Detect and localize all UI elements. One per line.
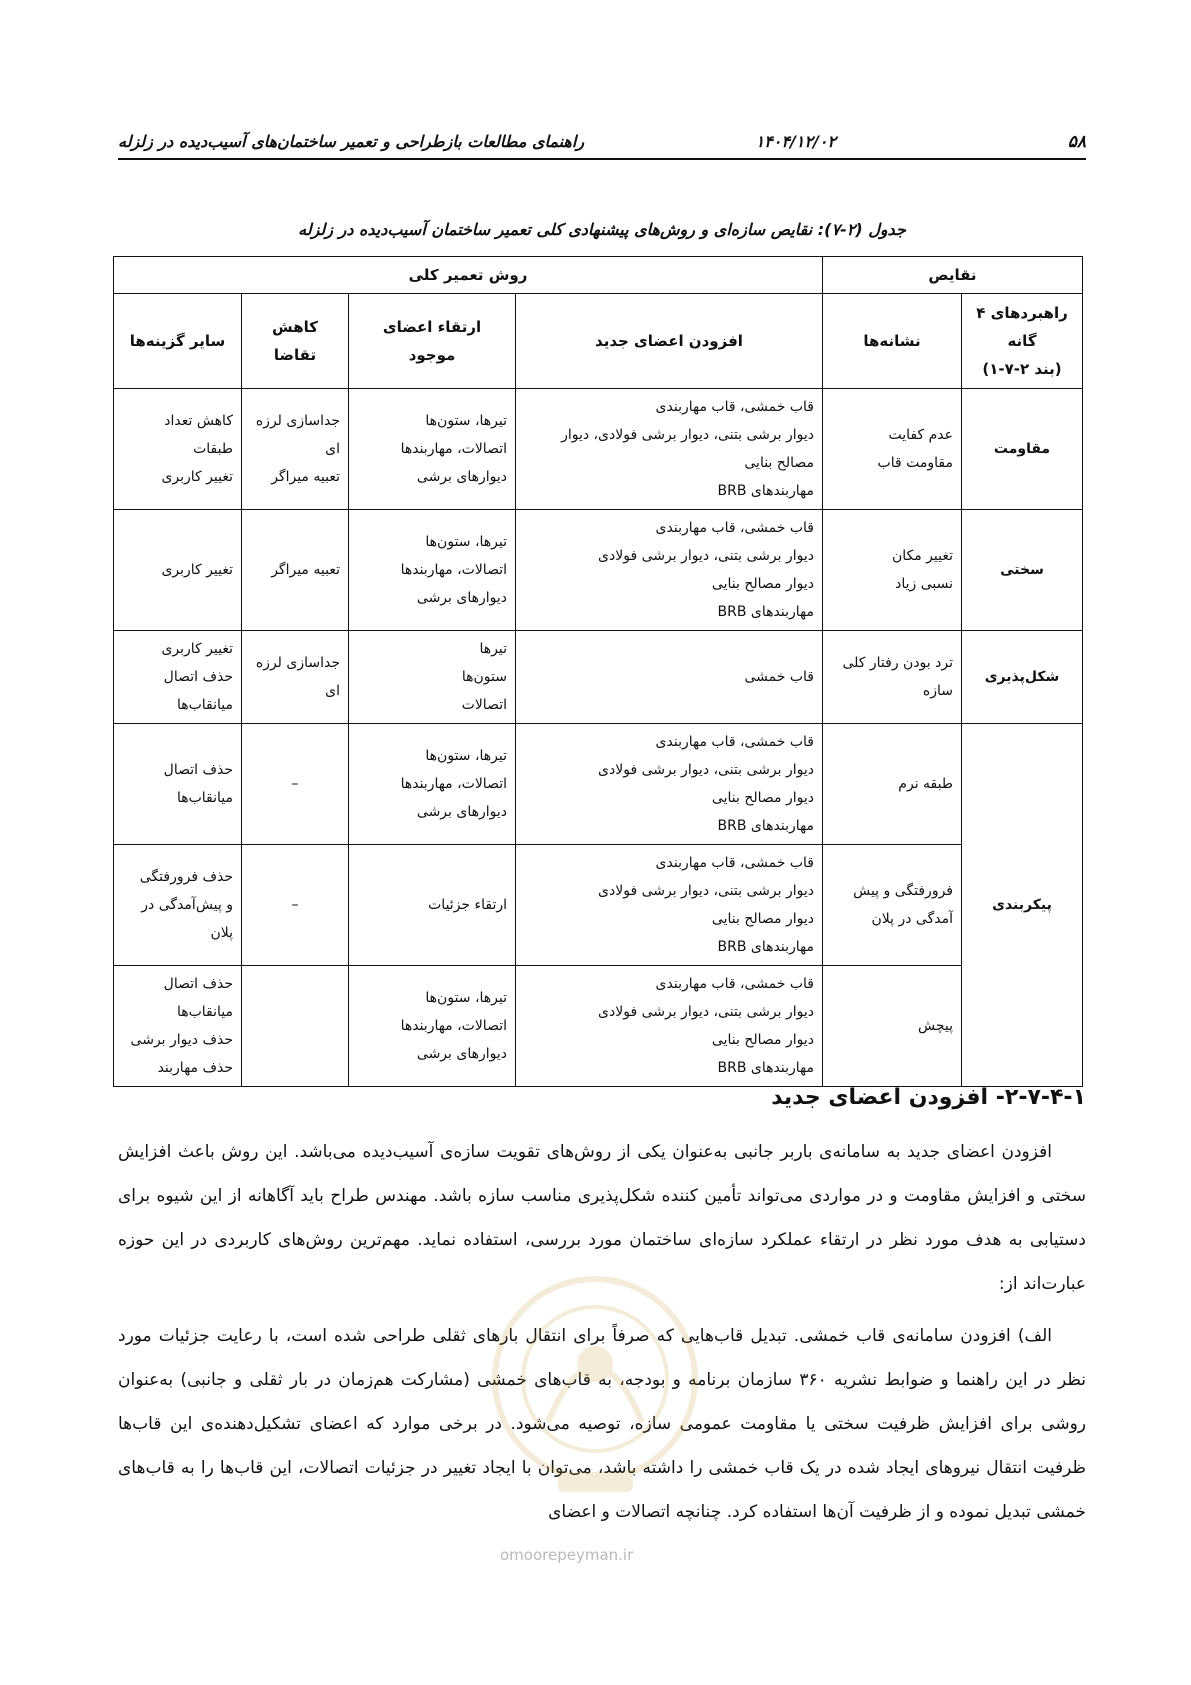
strategy-cell: سختی: [962, 510, 1083, 631]
signs-cell: فرورفتگی و پیش آمدگی در پلان: [823, 845, 962, 966]
reduce-cell: تعبیه میراگر: [242, 510, 349, 631]
reduce-cell: جداسازی لرزه ای تعبیه میراگر: [242, 389, 349, 510]
col-header-add-new: افزودن اعضای جدید: [516, 294, 823, 389]
add-new-cell: قاب خمشی، قاب مهاربندی دیوار برشی بتنی، دیوار برشی فولادی، دیوار مصالح بنایی مهاربندهای BRB: [516, 389, 823, 510]
page-number: ۵۸: [1067, 132, 1086, 152]
reduce-cell: [242, 966, 349, 1087]
other-cell: کاهش تعداد طبقات تغییر کاربری: [114, 389, 242, 510]
reduce-cell: جداسازی لرزه ای: [242, 631, 349, 724]
other-cell: حذف اتصال میانقاب‌ها: [114, 724, 242, 845]
add-new-cell: قاب خمشی، قاب مهاربندی دیوار برشی بتنی، دیوار برشی فولادی دیوار مصالح بنایی مهاربندهای BRB: [516, 966, 823, 1087]
reduce-cell: –: [242, 724, 349, 845]
table-group-header-row: [114, 257, 1083, 294]
group-header-repair: روش تعمیر کلی: [114, 257, 823, 294]
col-header-other: سایر گزینه‌ها: [114, 294, 242, 389]
upgrade-cell: تیرها ستون‌ها اتصالات: [349, 631, 516, 724]
signs-cell: طبقه نرم: [823, 724, 962, 845]
upgrade-cell: ارتقاء جزئیات: [349, 845, 516, 966]
signs-cell: عدم کفایت مقاومت قاب: [823, 389, 962, 510]
book-title: راهنمای مطالعات بازطراحی و تعمیر ساختمان‌های آسیب‌دیده در زلزله: [118, 132, 585, 151]
watermark-logo: [488, 1272, 703, 1502]
body-paragraph-1: افزودن اعضای جدید به سامانه‌ی باربر جانبی به‌عنوان یکی از روش‌های تقویت سازه‌ی آسیب‌دیده می‌باشد. این روش باعث افزایش سختی و افزایش مقاومت و در مواردی می‌تواند تأمین کننده شکل‌پذیری مناسب سازه باشد. مهندس طراح باید آگاهانه از این شیوه برای دستیابی به هدف مورد نظر در ارتقاء عملکرد سازه‌ای ساختمان مورد بررسی، استفاده نماید. مهم‌ترین روش‌های کاربردی در این حوزه عبارت‌اند از:: [118, 1142, 1086, 1294]
other-cell: حذف اتصال میانقاب‌ها حذف دیوار برشی حذف مهاربند: [114, 966, 242, 1087]
add-new-cell: قاب خمشی، قاب مهاربندی دیوار برشی بتنی، دیوار برشی فولادی دیوار مصالح بنایی مهاربندهای BRB: [516, 845, 823, 966]
upgrade-cell: تیرها، ستون‌ها اتصالات، مهاربندها دیوارهای برشی: [349, 724, 516, 845]
signs-cell: تغییر مکان نسبی زیاد: [823, 510, 962, 631]
upgrade-cell: تیرها، ستون‌ها اتصالات، مهاربندها دیوارهای برشی: [349, 510, 516, 631]
col-header-reduce: کاهش تقاضا: [242, 294, 349, 389]
reduce-cell: –: [242, 845, 349, 966]
table-row: [114, 966, 1083, 1087]
header-date: ۱۴۰۴/۱۲/۰۲: [755, 132, 836, 151]
table-caption: جدول (۲-۷): نقایص سازه‌ای و روش‌های پیشنهادی کلی تعمیر ساختمان آسیب‌دیده در زلزله: [298, 220, 906, 239]
table-column-header-row: [114, 294, 1083, 389]
table-row: [114, 631, 1083, 724]
upgrade-cell: تیرها، ستون‌ها اتصالات، مهاربندها دیوارهای برشی: [349, 966, 516, 1087]
other-cell: تغییر کاربری: [114, 510, 242, 631]
table-row: [114, 389, 1083, 510]
strategy-cell: پیکربندی: [962, 724, 1083, 1087]
table-row: [114, 510, 1083, 631]
running-header: [118, 128, 1086, 160]
col-header-strategy: راهبردهای ۴ گانه (بند ۲-۷-۱): [962, 294, 1083, 389]
signs-cell: پیچش: [823, 966, 962, 1087]
col-header-upgrade: ارتقاء اعضای موجود: [349, 294, 516, 389]
strategy-cell: مقاومت: [962, 389, 1083, 510]
add-new-cell: قاب خمشی، قاب مهاربندی دیوار برشی بتنی، دیوار برشی فولادی دیوار مصالح بنایی مهاربندهای BRB: [516, 724, 823, 845]
watermark-text: omoorepeyman.ir: [500, 1546, 634, 1564]
col-header-signs: نشانه‌ها: [823, 294, 962, 389]
table-row: [114, 845, 1083, 966]
defects-repair-table: [113, 256, 1083, 1087]
section-title: ۲-۷-۴-۱- افزودن اعضای جدید: [771, 1085, 1086, 1110]
strategy-cell: شکل‌پذیری: [962, 631, 1083, 724]
table-row: [114, 724, 1083, 845]
add-new-cell: قاب خمشی، قاب مهاربندی دیوار برشی بتنی، دیوار برشی فولادی دیوار مصالح بنایی مهاربندهای BRB: [516, 510, 823, 631]
other-cell: حذف فرورفتگی و پیش‌آمدگی در پلان: [114, 845, 242, 966]
add-new-cell: قاب خمشی: [516, 631, 823, 724]
upgrade-cell: تیرها، ستون‌ها اتصالات، مهاربندها دیوارهای برشی: [349, 389, 516, 510]
group-header-defects: نقایص: [823, 257, 1083, 294]
other-cell: تغییر کاربری حذف اتصال میانقاب‌ها: [114, 631, 242, 724]
body-paragraph-2: الف) افزودن سامانه‌ی قاب خمشی. تبدیل قاب‌هایی که صرفاً برای انتقال بارهای ثقلی طراحی شده است، با رعایت جزئیات مورد نظر در این راهنما و ضوابط نشریه ۳۶۰ سازمان برنامه و بودجه، به قاب‌های خمشی (مشارکت هم‌زمان در بار ثقلی و جانبی) به‌عنوان روشی برای افزایش ظرفیت سختی یا مقاومت عمومی سازه، توصیه می‌شود. در برخی موارد که اعضای تشکیل‌دهنده‌ی این قاب‌ها ظرفیت انتقال نیروهای ایجاد شده در یک قاب خمشی را داشته باشد، می‌توان با ایجاد تغییر در جزئیات اتصالات، این قاب‌ها را به قاب‌های خمشی تبدیل نموده و از ظرفیت آن‌ها استفاده کرد. چنانچه اتصالات و اعضای: [118, 1326, 1087, 1522]
signs-cell: ترد بودن رفتار کلی سازه: [823, 631, 962, 724]
